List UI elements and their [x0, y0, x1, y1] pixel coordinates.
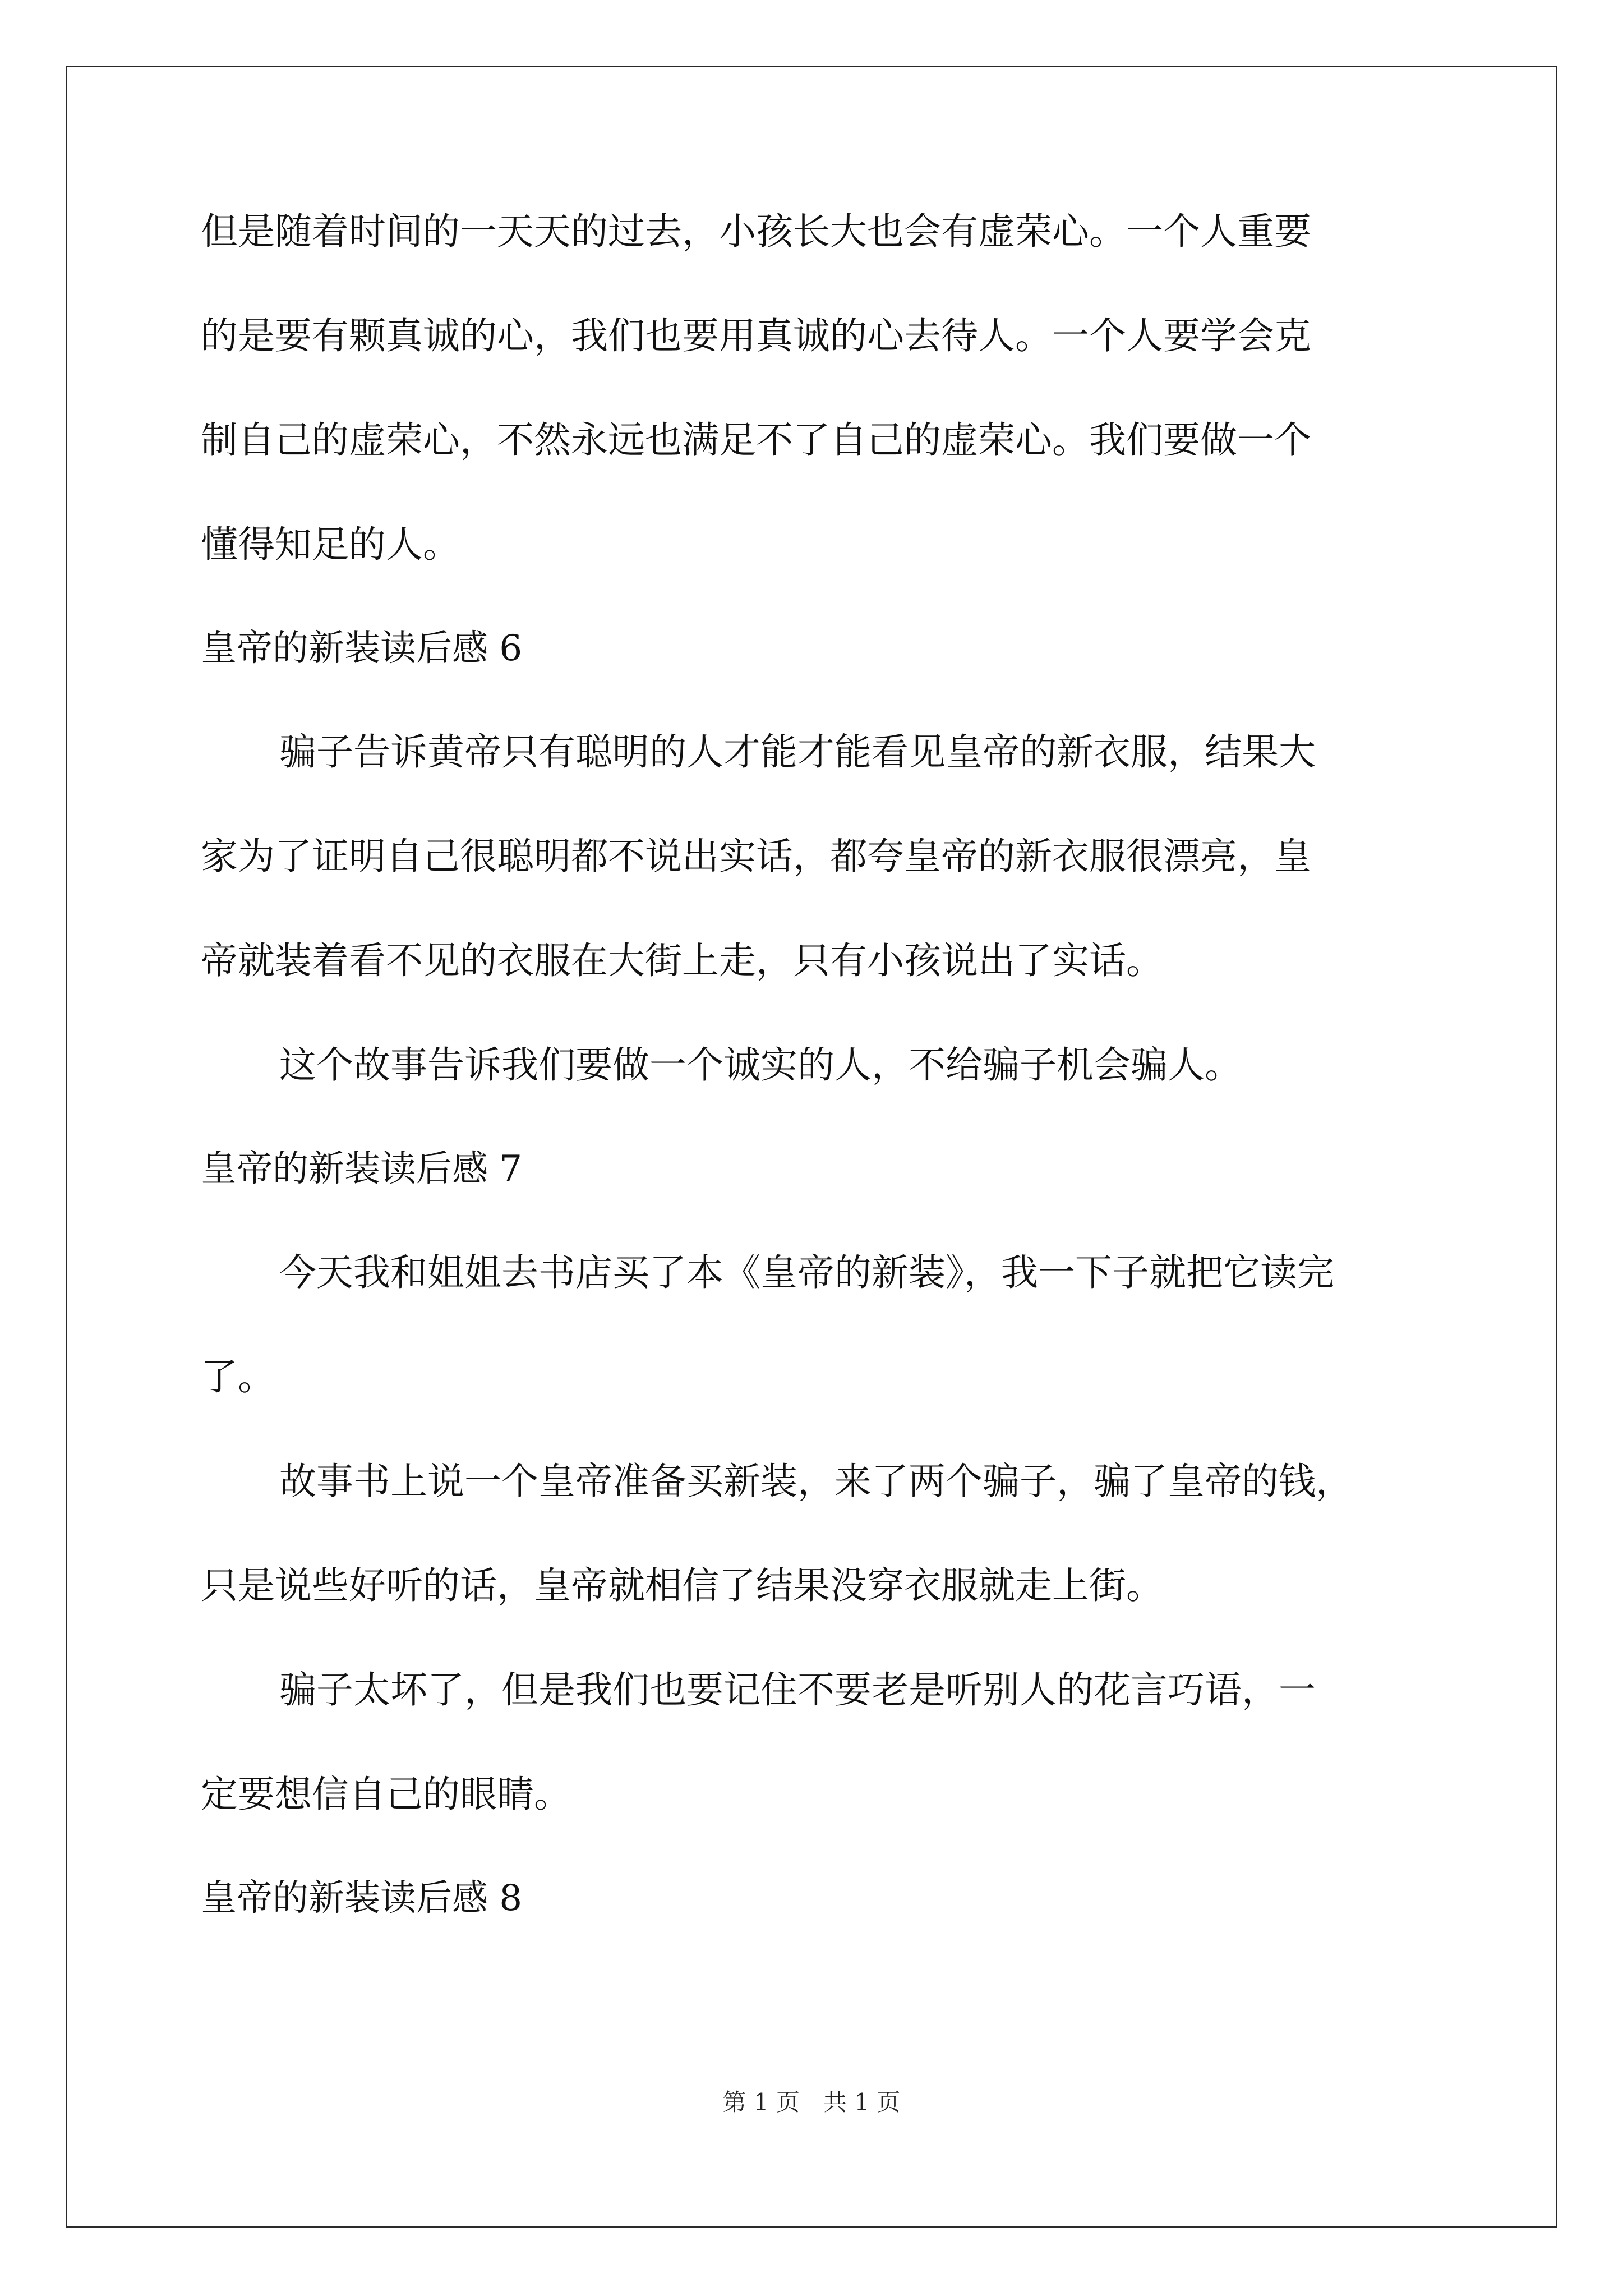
text-line: 只是说些好听的话，皇帝就相信了结果没穿衣服就走上街。 [201, 1564, 1163, 1607]
section-heading: 皇帝的新装读后感 7 [201, 1148, 523, 1190]
text-line: 了。 [201, 1355, 275, 1398]
text-line: 今天我和姐姐去书店买了本《皇帝的新装》，我一下子就把它读完 [279, 1251, 1334, 1294]
text-line: 的是要有颗真诚的心，我们也要用真诚的心去待人。一个人要学会克 [201, 314, 1311, 357]
page-number-footer: 第 1 页 共 1 页 [722, 2088, 901, 2116]
text-line: 故事书上说一个皇帝准备买新装，来了两个骗子，骗了皇帝的钱， [279, 1460, 1353, 1503]
text-line: 制自己的虚荣心，不然永远也满足不了自己的虚荣心。我们要做一个 [201, 418, 1311, 462]
section-heading: 皇帝的新装读后感 6 [201, 628, 523, 669]
text-line: 帝就装着看不见的衣服在大街上走，只有小孩说出了实话。 [201, 939, 1163, 982]
text-line: 骗子告诉黄帝只有聪明的人才能才能看见皇帝的新衣服，结果大 [279, 730, 1316, 774]
text-line: 懂得知足的人。 [201, 523, 460, 566]
text-line: 骗子太坏了，但是我们也要记住不要老是听别人的花言巧语，一 [279, 1668, 1316, 1711]
document-body [201, 210, 1435, 1984]
section-heading: 皇帝的新装读后感 8 [201, 1878, 523, 1919]
text-line: 定要想信自己的眼睛。 [201, 1773, 571, 1816]
text-line: 但是随着时间的一天天的过去，小孩长大也会有虚荣心。一个人重要 [201, 210, 1311, 253]
text-line: 这个故事告诉我们要做一个诚实的人，不给骗子机会骗人。 [279, 1043, 1242, 1087]
text-line: 家为了证明自己很聪明都不说出实话，都夸皇帝的新衣服很漂亮，皇 [201, 835, 1311, 878]
